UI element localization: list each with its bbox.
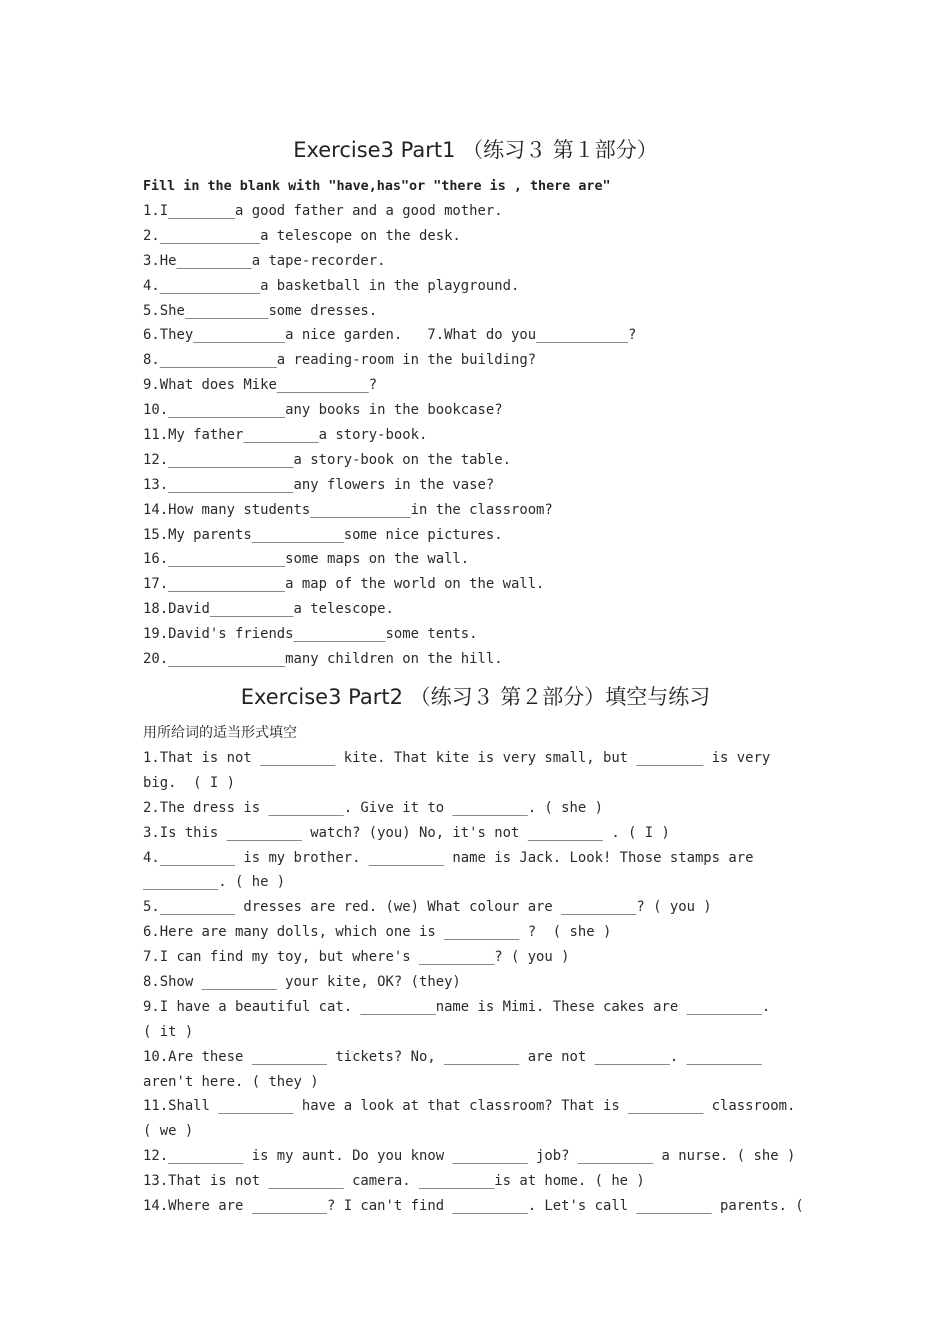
exercise-line: 8.Show _________ your kite, OK? (they): [143, 974, 461, 991]
exercise-line: 5._________ dresses are red. (we) What colour are _________? ( you ): [143, 899, 712, 916]
exercise-line: 18.David__________a telescope.: [143, 601, 394, 618]
exercise-line: 4.____________a basketball in the playground.: [143, 277, 520, 294]
exercise-line: 13._______________any flowers in the vase?: [143, 476, 495, 493]
exercise-line: 16.______________some maps on the wall.: [143, 551, 470, 568]
exercise-line: 20.______________many children on the hill.: [143, 651, 503, 668]
exercise-line: 14.Where are _________? I can't find _________. Let's call _________ parents. (: [143, 1198, 804, 1215]
exercise-line: 5.She__________some dresses.: [143, 302, 378, 319]
part1-section: [143, 174, 808, 672]
exercise-line: 8.______________a reading-room in the building?: [143, 352, 537, 369]
exercise-line: 15.My parents___________some nice pictures.: [143, 526, 503, 543]
part2-title: Exercise3 Part2 （练习３ 第２部分）填空与练习: [240, 685, 711, 709]
exercise-line: 19.David's friends___________some tents.: [143, 626, 478, 643]
exercise-line: 9.I have a beautiful cat. _________name is Mimi. These cakes are _________.: [143, 998, 771, 1015]
exercise-line: 17.______________a map of the world on the wall.: [143, 576, 545, 593]
exercise-line: 6.They___________a nice garden. 7.What do you___________?: [143, 327, 637, 344]
exercise-line: ( we ): [143, 1123, 194, 1140]
exercise-line: 6.Here are many dolls, which one is _________ ? ( she ): [143, 924, 612, 941]
exercise-line: 2.The dress is _________. Give it to _________. ( she ): [143, 799, 603, 816]
exercise-line: 12._________ is my aunt. Do you know _________ job? _________ a nurse. ( she ): [143, 1148, 796, 1165]
exercise-line: 4._________ is my brother. _________ name is Jack. Look! Those stamps are: [143, 849, 754, 866]
exercise-line: 1.That is not _________ kite. That kite is very small, but ________ is very: [143, 750, 771, 766]
exercise-line: 1.I________a good father and a good mother.: [143, 203, 503, 219]
exercise-line: 9.What does Mike___________?: [143, 377, 378, 394]
part2-instruction: 用所给词的适当形式填空: [143, 725, 297, 741]
exercise-line: 2.____________a telescope on the desk.: [143, 227, 461, 244]
part1-title: Exercise3 Part1 （练习３ 第１部分）: [293, 138, 658, 162]
exercise-line: 3.He_________a tape-recorder.: [143, 252, 386, 269]
exercise-line: 3.Is this _________ watch? (you) No, it's not _________ . ( I ): [143, 824, 670, 841]
exercise-line: 11.My father_________a story-book.: [143, 427, 428, 444]
exercise-line: 13.That is not _________ camera. _________is at home. ( he ): [143, 1173, 645, 1190]
exercise-line: 11.Shall _________ have a look at that classroom? That is _________ classroom.: [143, 1098, 796, 1115]
exercise-line: aren't here. ( they ): [143, 1073, 319, 1090]
part1-instruction: Fill in the blank with "have,has"or "there is , there are": [143, 179, 611, 194]
exercise-line: 10.Are these _________ tickets? No, _________ are not _________. _________: [143, 1048, 762, 1065]
part2-section: [143, 721, 808, 1219]
exercise-line: 12._______________a story-book on the table.: [143, 451, 511, 468]
exercise-line: 7.I can find my toy, but where's _________? ( you ): [143, 949, 570, 966]
exercise-line: 10.______________any books in the bookcase?: [143, 402, 503, 419]
exercise-line: big. ( I ): [143, 774, 235, 791]
exercise-line: 14.How many students____________in the classroom?: [143, 501, 553, 518]
exercise-line: _________. ( he ): [143, 874, 286, 891]
exercise-line: ( it ): [143, 1023, 194, 1040]
